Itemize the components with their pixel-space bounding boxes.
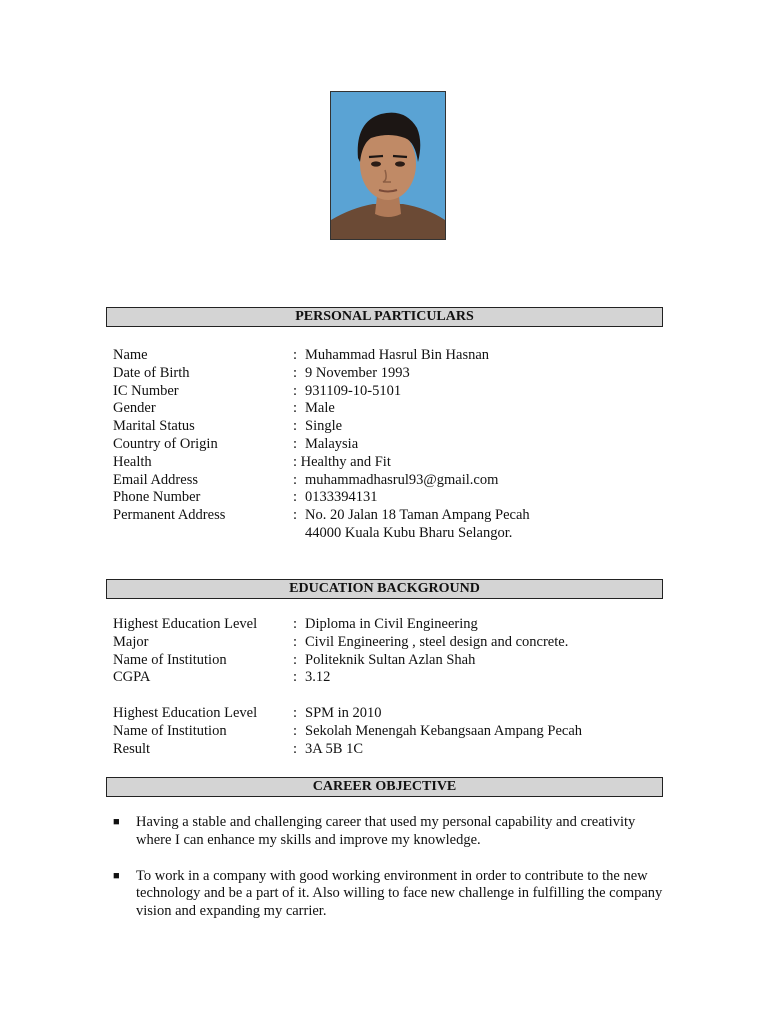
info-value: No. 20 Jalan 18 Taman Ampang Pecah bbox=[305, 507, 530, 524]
info-value: Malaysia bbox=[305, 435, 359, 452]
info-label: CGPA bbox=[113, 669, 151, 686]
info-separator: : bbox=[293, 722, 298, 739]
info-value: 3.12 bbox=[305, 669, 331, 686]
info-separator: : bbox=[293, 471, 298, 488]
list-item bbox=[113, 868, 673, 921]
info-row bbox=[113, 436, 673, 454]
info-label: Major bbox=[113, 633, 149, 650]
info-value: 9 November 1993 bbox=[305, 364, 410, 381]
info-value: Politeknik Sultan Azlan Shah bbox=[305, 651, 476, 668]
info-value: Sekolah Menengah Kebangsaan Ampang Pecah bbox=[305, 722, 583, 739]
info-row bbox=[113, 454, 673, 472]
square-bullet-icon: ■ bbox=[113, 869, 120, 882]
spacer bbox=[113, 687, 673, 705]
objective-text: Having a stable and challenging career that used my personal capability and creativity where I can enhance my skills and improve my knowledge. bbox=[136, 814, 636, 848]
section-heading-education: EDUCATION BACKGROUND bbox=[106, 579, 663, 599]
info-value: 3A 5B 1C bbox=[305, 740, 364, 757]
info-value: 931109-10-5101 bbox=[305, 382, 402, 399]
info-separator: : bbox=[293, 651, 298, 668]
info-label: Highest Education Level bbox=[113, 705, 258, 722]
info-row bbox=[113, 741, 673, 759]
info-separator: : bbox=[293, 669, 298, 686]
info-separator: : bbox=[293, 489, 298, 506]
info-row bbox=[113, 616, 673, 634]
info-label: Name bbox=[113, 347, 148, 363]
info-separator: : bbox=[293, 616, 298, 632]
info-row bbox=[113, 418, 673, 436]
info-row bbox=[113, 489, 673, 507]
info-separator: : bbox=[293, 400, 298, 417]
info-label: Country of Origin bbox=[113, 435, 218, 452]
info-row bbox=[113, 347, 673, 365]
info-value: Civil Engineering , steel design and concrete. bbox=[305, 633, 569, 650]
info-row bbox=[113, 400, 673, 418]
square-bullet-icon: ■ bbox=[113, 816, 120, 828]
info-separator: : bbox=[293, 705, 298, 722]
info-separator: : bbox=[293, 740, 298, 757]
info-value: Diploma in Civil Engineering bbox=[305, 616, 478, 632]
info-row bbox=[113, 507, 673, 525]
career-objectives bbox=[113, 814, 673, 939]
section-heading-career: CAREER OBJECTIVE bbox=[106, 777, 663, 797]
info-separator: : bbox=[293, 418, 298, 435]
info-value: Single bbox=[305, 418, 343, 435]
info-row bbox=[113, 472, 673, 490]
info-value: : Healthy and Fit bbox=[293, 453, 391, 470]
info-label: Phone Number bbox=[113, 489, 201, 506]
info-separator: : bbox=[293, 633, 298, 650]
info-value: Male bbox=[305, 400, 335, 417]
info-label: Result bbox=[113, 740, 151, 757]
info-row bbox=[113, 383, 673, 401]
info-separator: : bbox=[293, 435, 298, 452]
profile-photo bbox=[330, 91, 446, 240]
info-label: Health bbox=[113, 453, 152, 470]
info-separator: : bbox=[293, 507, 298, 524]
info-value: SPM in 2010 bbox=[305, 705, 382, 722]
info-separator: : bbox=[293, 382, 298, 399]
info-value: muhammadhasrul93@gmail.com bbox=[305, 471, 499, 488]
info-label: Permanent Address bbox=[113, 507, 226, 524]
info-label: Name of Institution bbox=[113, 722, 227, 739]
info-row bbox=[113, 705, 673, 723]
info-row bbox=[113, 669, 673, 687]
info-row bbox=[113, 365, 673, 383]
info-value: 44000 Kuala Kubu Bharu Selangor. bbox=[305, 524, 513, 541]
info-value: 0133394131 bbox=[305, 489, 378, 506]
info-row bbox=[113, 723, 673, 741]
info-separator: : bbox=[293, 347, 298, 363]
objective-text: To work in a company with good working environment in order to contribute to the new technology and be a part of it. Also willing to face new challenge in fulfilling the company vision and expanding my carrier. bbox=[136, 867, 663, 920]
section-heading-personal: PERSONAL PARTICULARS bbox=[106, 307, 663, 327]
info-row bbox=[113, 652, 673, 670]
info-value: Muhammad Hasrul Bin Hasnan bbox=[305, 347, 490, 363]
info-row-continuation bbox=[113, 525, 673, 543]
info-label: Email Address bbox=[113, 471, 198, 488]
info-label: Marital Status bbox=[113, 418, 195, 435]
info-label: IC Number bbox=[113, 382, 179, 399]
info-label: Highest Education Level bbox=[113, 616, 258, 632]
info-separator: : bbox=[293, 364, 298, 381]
personal-particulars bbox=[113, 347, 673, 543]
info-label: Date of Birth bbox=[113, 364, 190, 381]
education-background bbox=[113, 616, 673, 759]
info-row bbox=[113, 634, 673, 652]
list-item bbox=[113, 814, 673, 850]
info-label: Name of Institution bbox=[113, 651, 227, 668]
info-label: Gender bbox=[113, 400, 156, 417]
